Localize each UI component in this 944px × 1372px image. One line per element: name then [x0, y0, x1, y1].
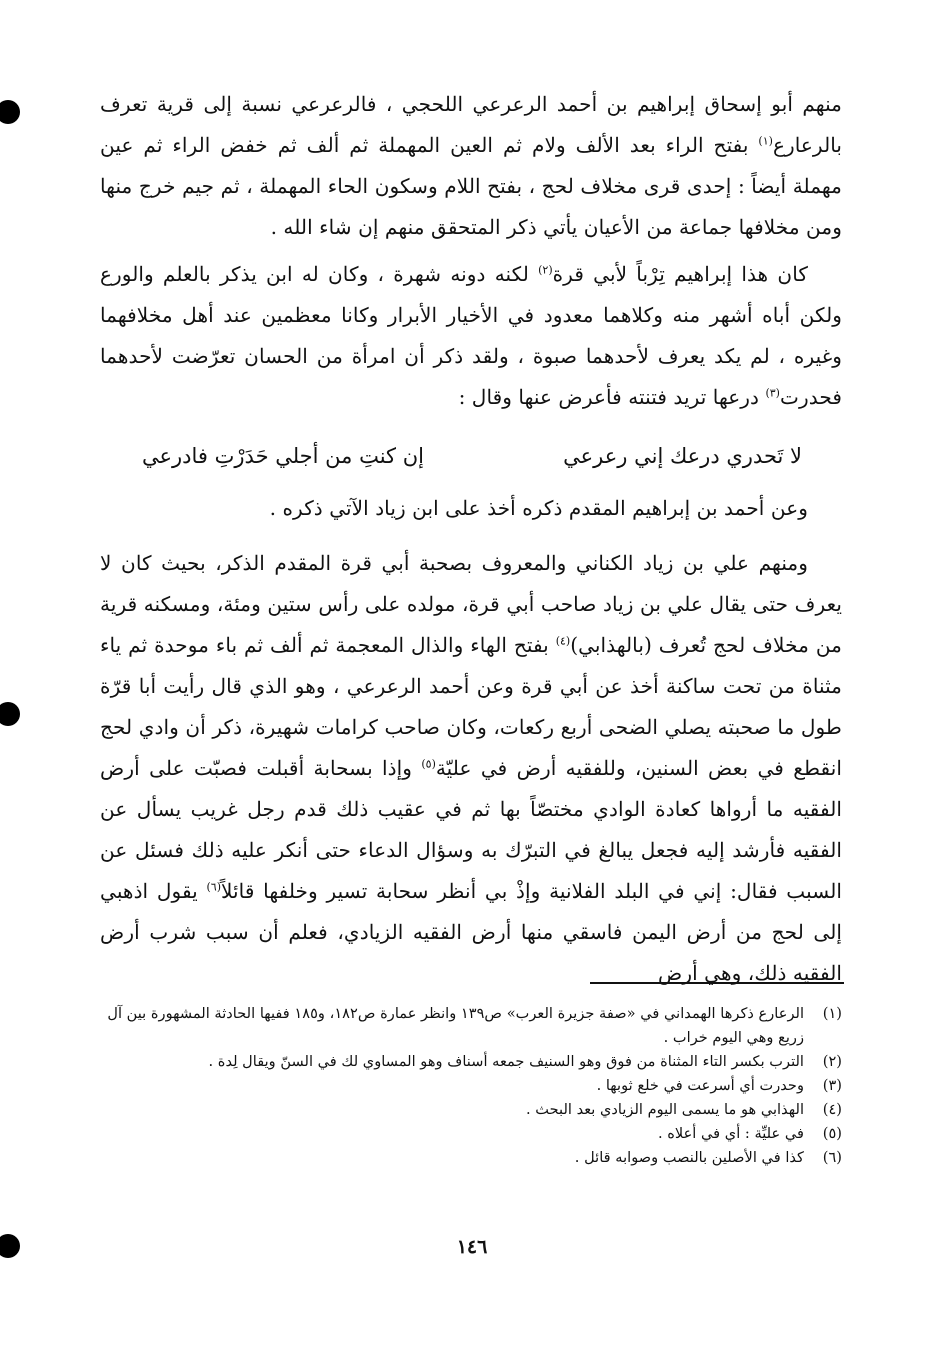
footnote-separator [590, 982, 844, 984]
footnote-marker-2[interactable]: (٢) [538, 263, 553, 277]
footnote-text: كذا في الأصلين بالنصب وصوابه قائل . [574, 1149, 804, 1166]
verse-first-hemistich: لا تَحدري درعك إني رعرعي [563, 444, 802, 468]
footnote-text: الهذابي هو ما يسمى اليوم الزيادي بعد البحث . [526, 1101, 804, 1118]
footnote-marker-5[interactable]: (٥) [421, 757, 436, 771]
main-text [100, 84, 842, 994]
page-number: ١٤٦ [456, 1236, 488, 1258]
paragraph-4: ومنهم علي بن زياد الكناني والمعروف بصحبة أبي قرة المقدم الذكر، بحيث كان لا يعرف حتى يقال علي بن زياد صاحب أبي قرة، مولده على رأس ستين ومئة، ومسكنه قرية من مخلاف لحج تُعرف (بالهذابي)$^{(٤)}$ بفتح الهاء والذال المعجمة ثم ألف ثم باء موحدة ثم ياء مثناة من تحت ساكنة أخذ عن أبي قرة وعن أحمد الرعرعي ، وهو الذي قال رأيت أبا قرّة طول ما صحبته يصلي الضحى أربع ركعات، وكان صاحب كرامات شهيرة، ذكر أن وادي لحج انقطع في بعض السنين، وللفقيه أرض في عليّة$^{(٥)}$ وإذا بسحابة أقبلت فصبّت على أرض الفقيه ما أرواها كعادة الوادي مختصّاً بها ثم في عقيب ذلك قدم رجل غريب يسأل عن الفقيه فأرشد إليه فجعل يبالغ في التبرّك به وسؤال الدعاء حتى أنكر عليه ذلك فسئل عن السبب فقال: إني في البلد الفلانية وإذْ بي أنظر سحابة تسير وخلفها قائلاً$^{(٦)}$ يقول اذهبي إلى لحج من أرض اليمن فاسقي منها أرض الفقيه الزيادي، فعلم أن سبب شرب أرض الفقيه ذلك، وهي أرض [100, 551, 842, 985]
footnote-marker-4[interactable]: (٤) [555, 634, 571, 648]
verse-second-hemistich: إن كنتِ من أجلي حَدَرْتِ فادرعي [142, 444, 424, 468]
footnote-number: (٦) [822, 1149, 842, 1166]
footnote-text: وحدرت أي أسرعت في خلع ثوبها . [596, 1077, 804, 1094]
footnote-number: (٢) [822, 1053, 842, 1070]
poem-verse [142, 436, 802, 476]
footnote-text: الرعارع ذكرها الهمداني في «صفة جزيرة العرب» ص١٣٩ وانظر عمارة ص١٨٢، و١٨٥ ففيها الحادثة المشهورة بين آل زريع وهي اليوم خراب . [107, 1005, 804, 1046]
footnote-marker-3[interactable]: (٣) [765, 386, 780, 400]
footnote [100, 1050, 842, 1074]
footnote [100, 1146, 842, 1170]
footnote [100, 1074, 842, 1098]
footnote [100, 1002, 842, 1050]
footnote [100, 1122, 842, 1146]
binding-hole [0, 702, 20, 726]
footnote-marker-6[interactable]: (٦) [206, 880, 222, 894]
footnote-number: (٥) [822, 1125, 842, 1142]
paragraph-1: منهم أبو إسحاق إبراهيم بن أحمد الرعرعي اللحجي ، فالرعرعي نسبة إلى قرية تعرف بالرعارع$^{(١)}$ بفتح الراء بعد الألف ولام ثم العين المهملة ثم ألف ثم خفض الراء ثم عين مهملة أيضاً : إحدى قرى مخلاف لحج ، بفتح اللام وسكون الحاء المهملة ، ثم جيم خرج منها ومن مخلافها جماعة من الأعيان يأتي ذكر المتحقق منهم إن شاء الله . [100, 92, 842, 239]
footnote-number: (٤) [822, 1101, 842, 1118]
footnote [100, 1098, 842, 1122]
paragraph-3: وعن أحمد بن إبراهيم المقدم ذكره أخذ على ابن زياد الآتي ذكره . [269, 496, 808, 520]
footnote-number: (١) [822, 1005, 842, 1022]
paragraph-2: كان هذا إبراهيم تِرْباً لأبي قرة$^{(٢)}$ لكنه دونه شهرة ، وكان له ابن يذكر بالعلم والورع ولكن أباه أشهر منه وكلاهما معدود في الأخيار الأبرار وكانا معظمين عند أهل مخلافهما وغيره ، لم يكد يعرف لأحدهما صبوة ، ولقد ذكر أن امرأة من الحسان تعرّضت لأحدهما فحدرت$^{(٣)}$ درعها تريد فتنته فأعرض عنها وقال : [100, 262, 842, 409]
footnotes [100, 1002, 842, 1170]
footnote-text: الترب بكسر التاء المثناة من فوق وهو السنيف جمعه أسناف وهو المساوي لك في السنّ ويقال لِدة . [208, 1053, 804, 1070]
footnote-marker-1[interactable]: (١) [758, 134, 773, 148]
footnote-text: في عليِّة : أي في أعلاه . [657, 1125, 804, 1142]
binding-hole [0, 100, 20, 124]
footnote-number: (٣) [822, 1077, 842, 1094]
